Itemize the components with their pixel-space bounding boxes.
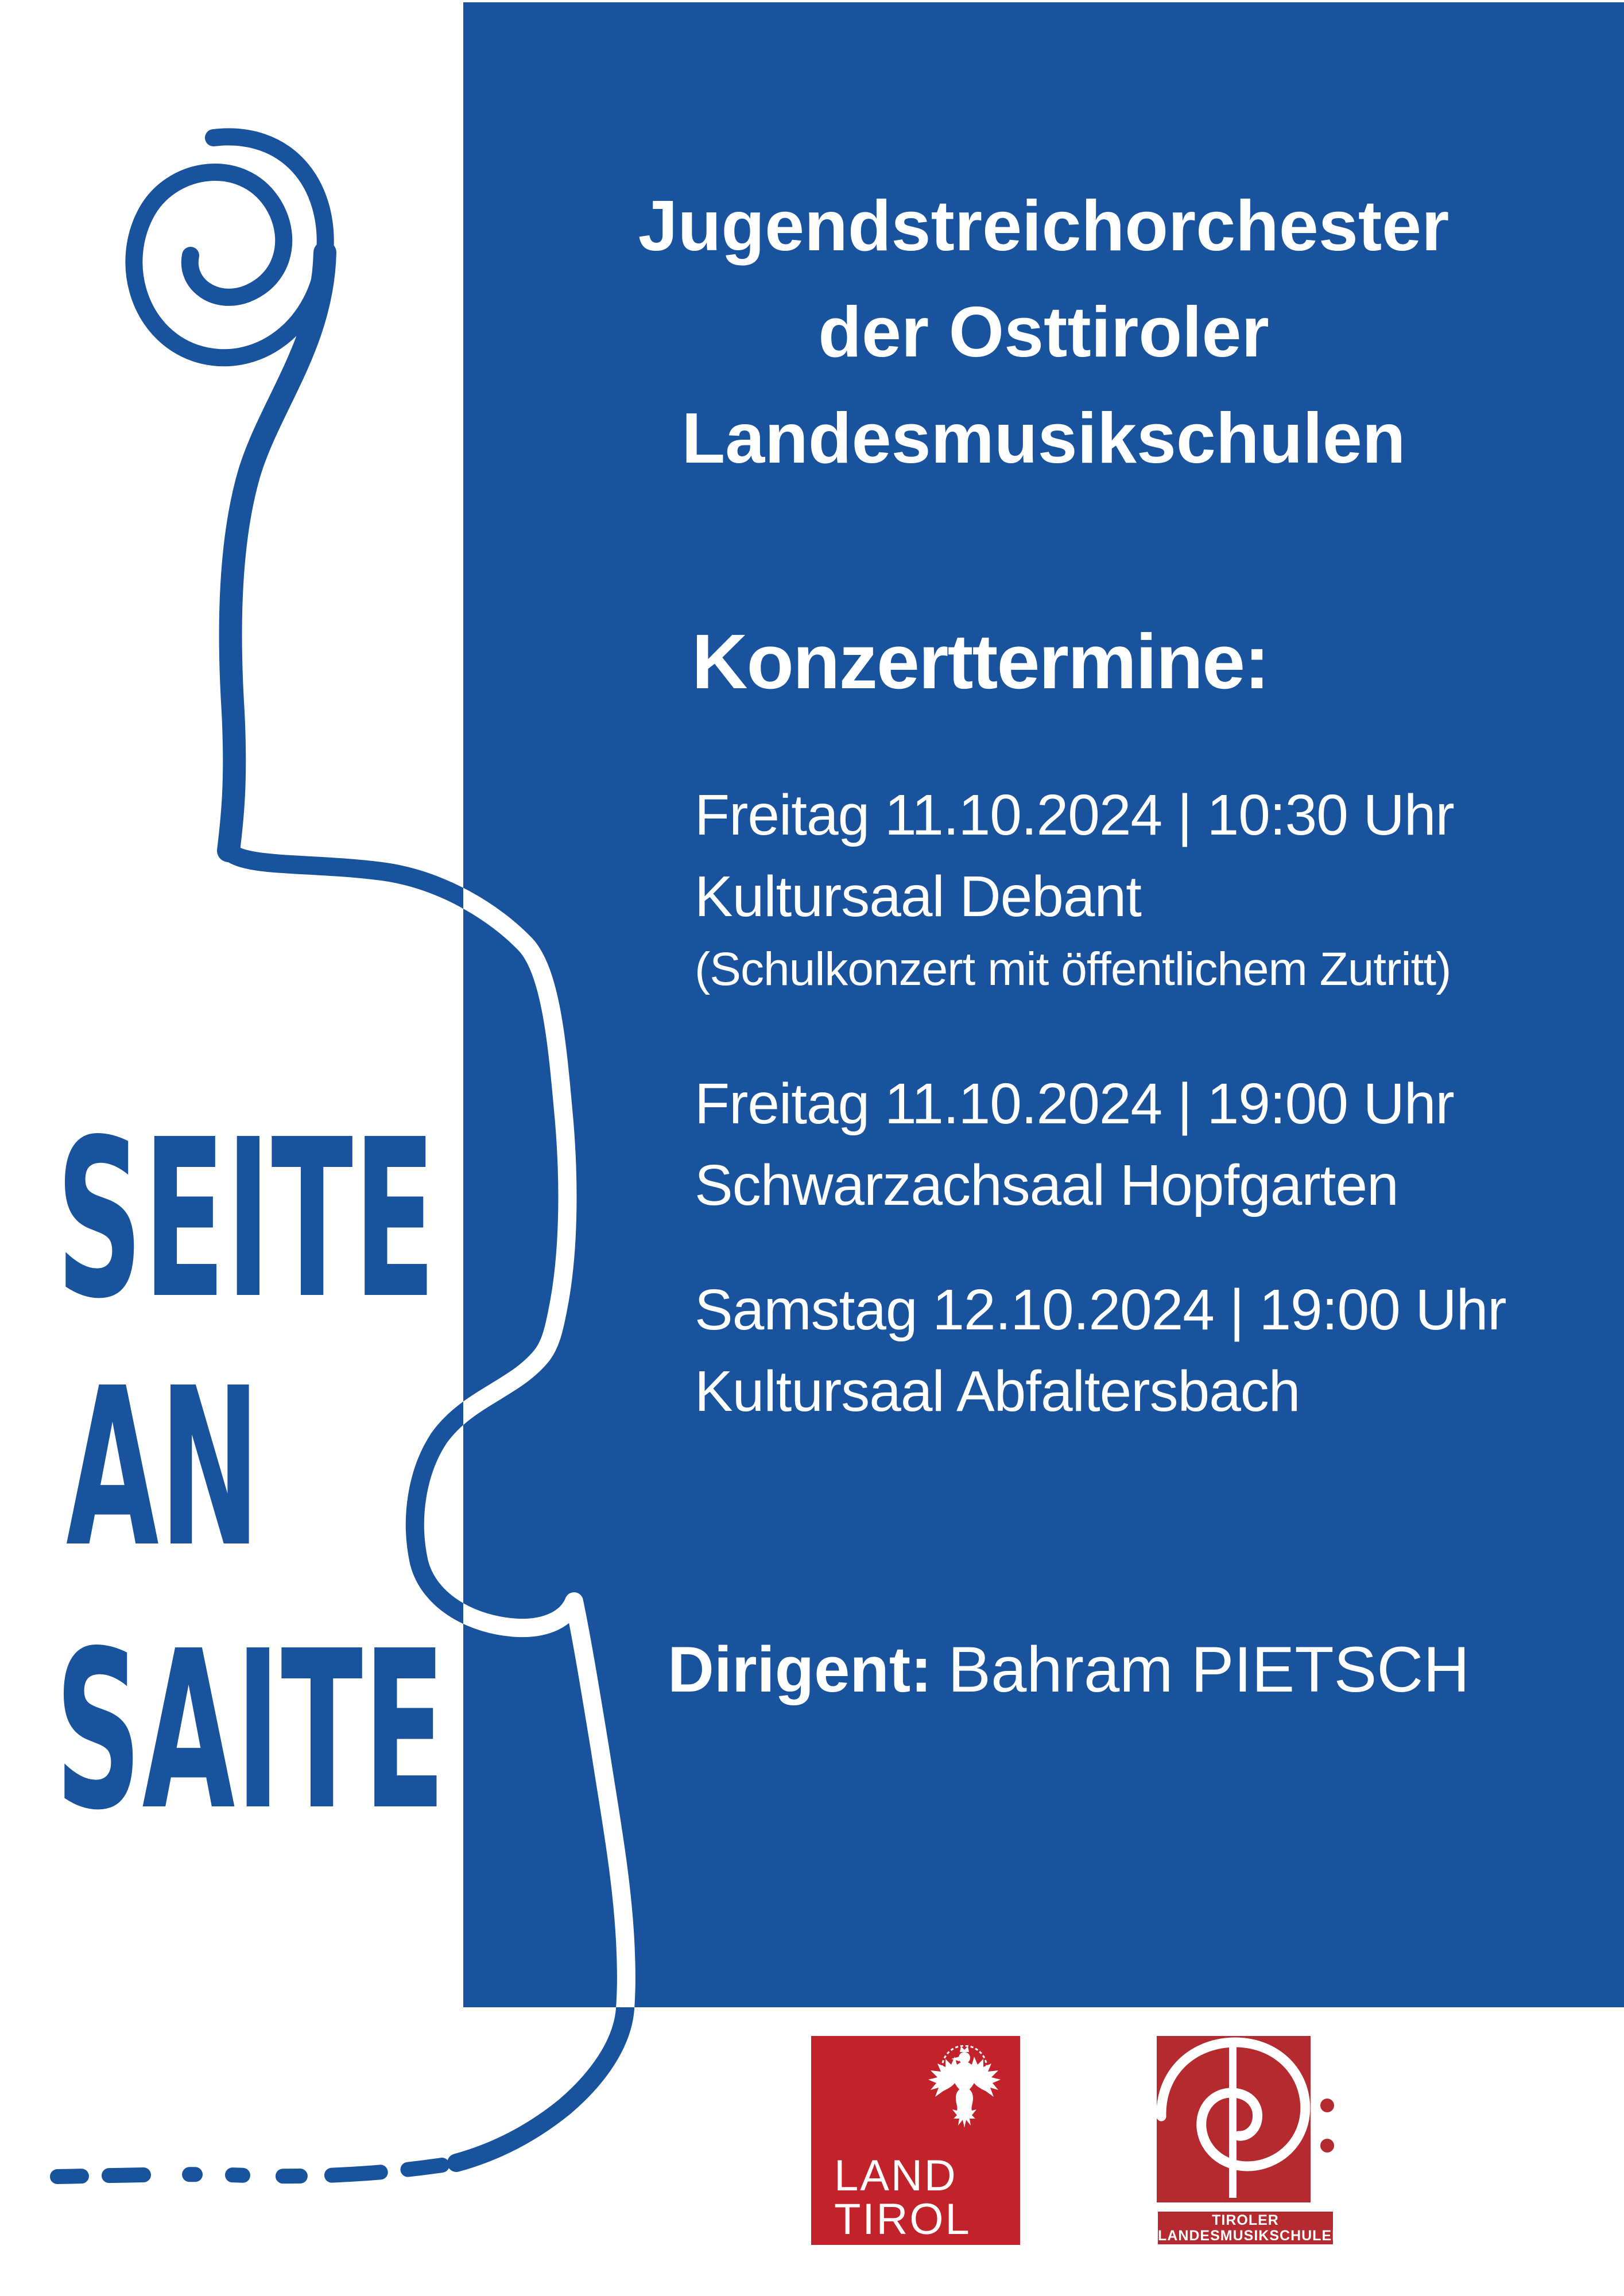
land-tirol-text-line-1: LAND: [834, 2151, 958, 2200]
event-3-venue: Kultursaal Abfaltersbach: [695, 1359, 1300, 1424]
landesmusikschulen-caption: [1158, 2212, 1343, 2244]
land-tirol-text-line-2: TIROL: [834, 2195, 971, 2244]
landesmusikschulen-caption-line-1: TIROLER: [1212, 2212, 1279, 2228]
landesmusikschulen-logo: [1157, 2036, 1311, 2202]
side-text-line-3: SAITE: [55, 1604, 446, 1858]
title-line-2: der Osttiroler: [818, 293, 1269, 372]
title-line-3: Landesmusikschulen: [681, 399, 1406, 478]
event-2-datetime: Freitag 11.10.2024 | 19:00 Uhr: [695, 1072, 1454, 1136]
tyrol-eagle-icon: [925, 2045, 1005, 2131]
conductor-label: Dirigent:: [668, 1634, 932, 1705]
land-tirol-logo: [811, 2036, 1020, 2245]
schedule-heading: Konzerttermine:: [692, 618, 1269, 705]
title-line-1: Jugendstreichorchester: [638, 187, 1449, 266]
side-text-line-2: AN: [66, 1341, 261, 1595]
event-1-datetime: Freitag 11.10.2024 | 10:30 Uhr: [695, 783, 1454, 847]
event-1-venue: Kultursaal Debant: [695, 864, 1141, 929]
side-text-line-1: SEITE: [56, 1092, 436, 1347]
clef-dot-upper: [1320, 2099, 1334, 2112]
clef-spiral-icon: [1157, 2036, 1311, 2202]
poster-title: [463, 173, 1624, 492]
event-3-datetime: Samstag 12.10.2024 | 19:00 Uhr: [695, 1278, 1506, 1342]
clef-dot-lower: [1320, 2139, 1334, 2152]
event-1-note: (Schulkonzert mit öffentlichem Zutritt): [695, 943, 1451, 995]
conductor-line: [668, 1634, 1470, 1705]
conductor-name: Bahram PIETSCH: [948, 1634, 1470, 1705]
landesmusikschulen-caption-line-2: LANDESMUSIKSCHULEN: [1158, 2228, 1343, 2244]
event-2-venue: Schwarzachsaal Hopfgarten: [695, 1153, 1398, 1217]
